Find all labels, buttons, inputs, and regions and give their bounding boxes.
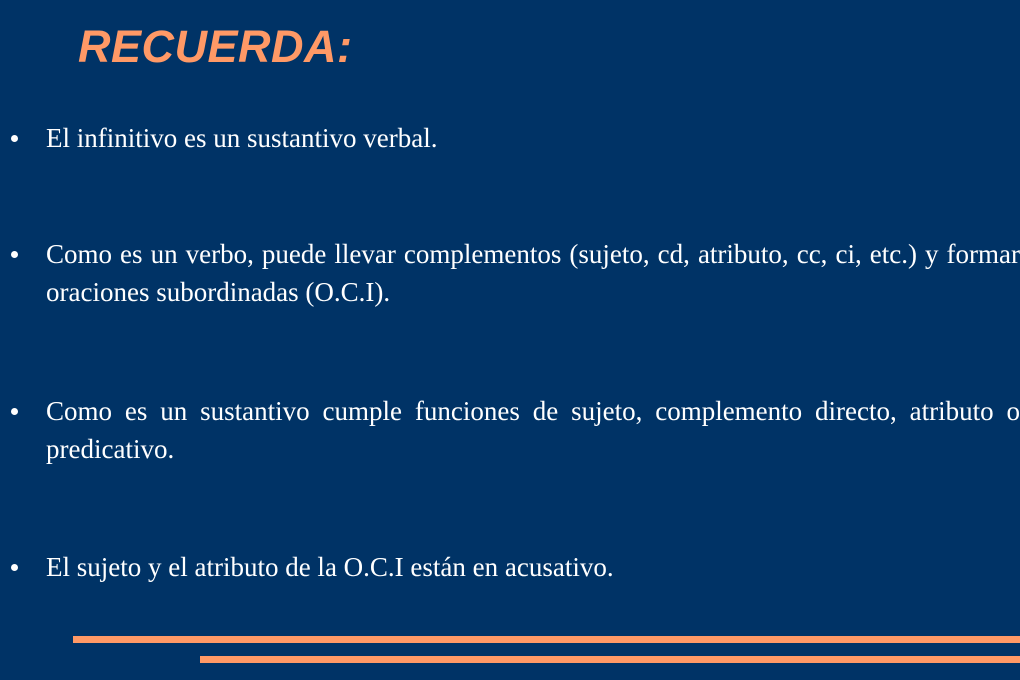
bullet-text: Como es un verbo, puede llevar complementos (sujeto, cd, atributo, cc, ci, etc.) y formar oraciones subordinadas (O.C.I). xyxy=(46,239,1020,307)
bullet-dot-icon xyxy=(11,408,18,415)
bullet-item xyxy=(46,119,1020,157)
bullet-item xyxy=(46,235,1020,311)
accent-line-upper xyxy=(73,636,1020,643)
bullet-dot-icon xyxy=(11,251,18,258)
slide-title: RECUERDA: xyxy=(78,21,353,72)
bullet-dot-icon xyxy=(11,135,18,142)
bullet-text: El infinitivo es un sustantivo verbal. xyxy=(46,123,438,153)
bullet-dot-icon xyxy=(11,564,18,571)
bullet-item xyxy=(46,392,1020,468)
bullet-item xyxy=(46,548,1020,586)
accent-line-lower xyxy=(200,656,1020,663)
bullet-text: El sujeto y el atributo de la O.C.I están en acusativo. xyxy=(46,552,614,582)
bullet-text: Como es un sustantivo cumple funciones de sujeto, complemento directo, atributo o predicativo. xyxy=(46,396,1020,464)
